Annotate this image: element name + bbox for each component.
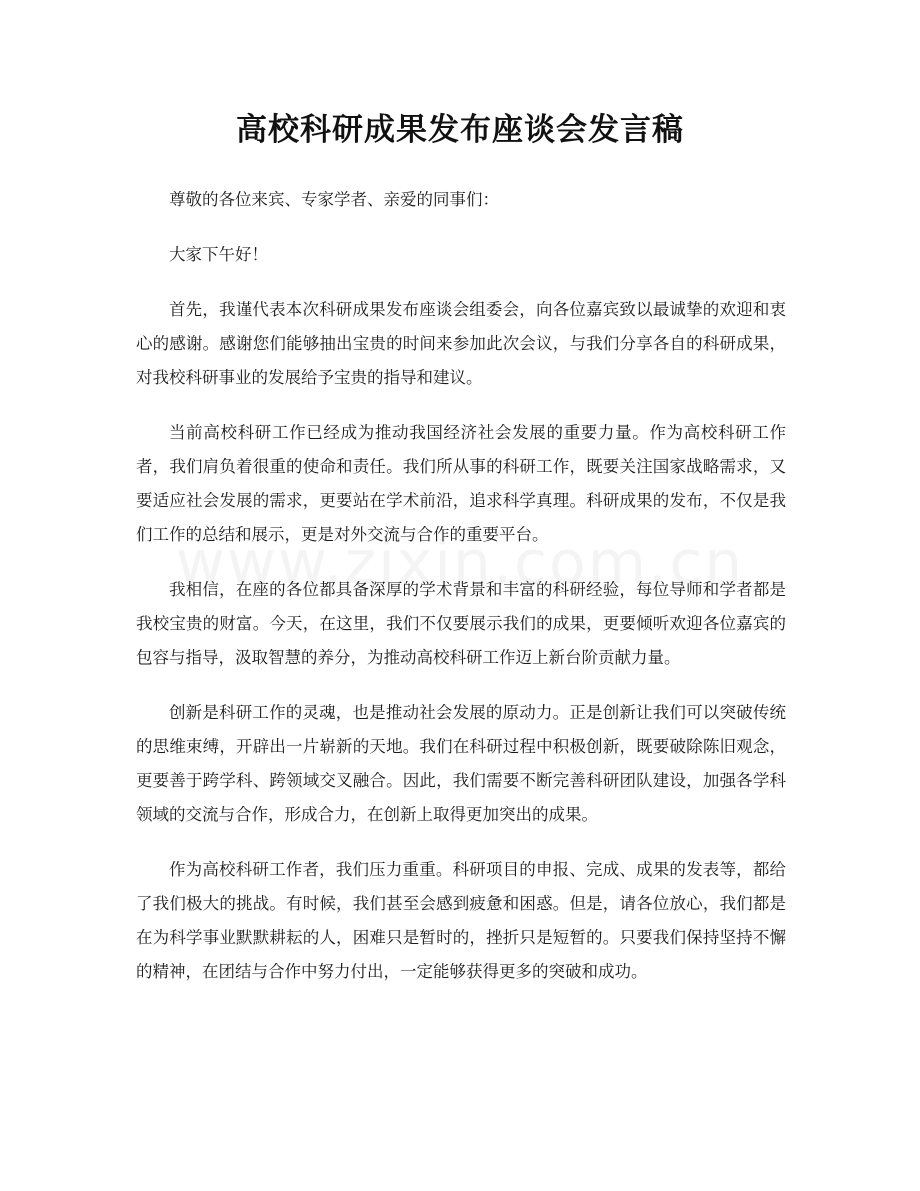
body-paragraph: 当前高校科研工作已经成为推动我国经济社会发展的重要力量。作为高校科研工作者，我们肩负着很重的使命和责任。我们所从事的科研工作，既要关注国家战略需求，又要适应社会发展的需求，更要站在学术前沿，追求科学真理。科研成果的发布，不仅是我们工作的总结和展示，更是对外交流与合作的重要平台。 [136,423,786,544]
body-paragraph: 我相信，在座的各位都具备深厚的学术背景和丰富的科研经验，每位导师和学者都是我校宝贵的财富。今天，在这里，我们不仅要展示我们的成果，更要倾听欢迎各位嘉宾的包容与指导，汲取智慧的养分，为推动高校科研工作迈上新台阶贡献力量。 [136,580,786,667]
body-paragraph: 作为高校科研工作者，我们压力重重。科研项目的申报、完成、成果的发表等，都给了我们极大的挑战。有时候，我们甚至会感到疲惫和困惑。但是，请各位放心，我们都是在为科学事业默默耕耘的人，困难只是暂时的，挫折只是短暂的。只要我们保持坚持不懈的精神，在团结与合作中努力付出，一定能够获得更多的突破和成功。 [136,860,786,981]
document-body [136,183,786,1010]
greeting-paragraph: 大家下午好！ [169,245,268,264]
document-title: 高校科研成果发布座谈会发言稿 [236,112,684,148]
salutation-paragraph: 尊敬的各位来宾、专家学者、亲爱的同事们： [169,190,499,209]
body-paragraph: 创新是科研工作的灵魂，也是推动社会发展的原动力。正是创新让我们可以突破传统的思维束缚，开辟出一片崭新的天地。我们在科研过程中积极创新，既要破除陈旧观念，更要善于跨学科、跨领域交叉融合。因此，我们需要不断完善科研团队建设，加强各学科领域的交流与合作，形成合力，在创新上取得更加突出的成果。 [136,703,786,824]
body-paragraph: 首先，我谨代表本次科研成果发布座谈会组委会，向各位嘉宾致以最诚挚的欢迎和衷心的感谢。感谢您们能够抽出宝贵的时间来参加此次会议，与我们分享各自的科研成果，对我校科研事业的发展给予宝贵的指导和建议。 [136,300,786,387]
